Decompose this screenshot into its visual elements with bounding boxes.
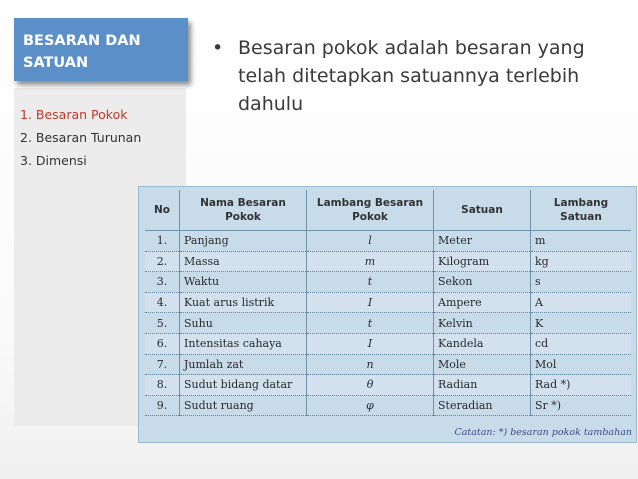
sidebar-menu xyxy=(20,103,141,172)
table-row xyxy=(145,272,631,293)
unit-name: Radian xyxy=(434,375,531,396)
table-row xyxy=(145,292,631,313)
quantity-name: Panjang xyxy=(180,231,307,252)
row-number: 4. xyxy=(145,292,180,313)
quantity-name: Sudut bidang datar xyxy=(180,375,307,396)
table-row xyxy=(145,251,631,272)
quantity-symbol: θ xyxy=(307,375,434,396)
unit-symbol: s xyxy=(531,272,632,293)
table-row xyxy=(145,354,631,375)
unit-name: Steradian xyxy=(434,395,531,416)
quantity-symbol: m xyxy=(307,251,434,272)
header-unit-symbol: Lambang Satuan xyxy=(531,190,632,231)
header-no: No xyxy=(145,190,180,231)
unit-symbol: Rad *) xyxy=(531,375,632,396)
unit-symbol: A xyxy=(531,292,632,313)
sidebar-item-dimensi[interactable]: 3. Dimensi xyxy=(20,153,87,168)
quantity-name: Kuat arus listrik xyxy=(180,292,307,313)
quantity-symbol: t xyxy=(307,272,434,293)
unit-symbol: Mol xyxy=(531,354,632,375)
row-number: 7. xyxy=(145,354,180,375)
header-unit: Satuan xyxy=(434,190,531,231)
quantity-name: Suhu xyxy=(180,313,307,334)
quantity-name: Sudut ruang xyxy=(180,395,307,416)
row-number: 6. xyxy=(145,333,180,354)
table-row xyxy=(145,375,631,396)
units-table-figure xyxy=(138,186,637,443)
unit-name: Meter xyxy=(434,231,531,252)
header-quantity-symbol: Lambang Besaran Pokok xyxy=(307,190,434,231)
quantity-name: Massa xyxy=(180,251,307,272)
quantity-name: Intensitas cahaya xyxy=(180,333,307,354)
table-row xyxy=(145,395,631,416)
quantity-symbol: I xyxy=(307,292,434,313)
header-quantity-name: Nama Besaran Pokok xyxy=(180,190,307,231)
unit-symbol: cd xyxy=(531,333,632,354)
quantity-name: Jumlah zat xyxy=(180,354,307,375)
unit-name: Sekon xyxy=(434,272,531,293)
row-number: 3. xyxy=(145,272,180,293)
row-number: 5. xyxy=(145,313,180,334)
quantity-symbol: I xyxy=(307,333,434,354)
quantity-symbol: φ xyxy=(307,395,434,416)
definition-text: Besaran pokok adalah besaran yang telah ditetapkan satuannya terlebih dahulu xyxy=(238,37,585,115)
row-number: 1. xyxy=(145,231,180,252)
units-table xyxy=(145,190,631,416)
quantity-name: Waktu xyxy=(180,272,307,293)
section-title-box xyxy=(14,18,188,81)
quantity-symbol: t xyxy=(307,313,434,334)
unit-name: Mole xyxy=(434,354,531,375)
row-number: 8. xyxy=(145,375,180,396)
table-row xyxy=(145,231,631,252)
table-note: Catatan: *) besaran pokok tambahan xyxy=(454,427,632,438)
unit-symbol: K xyxy=(531,313,632,334)
unit-symbol: kg xyxy=(531,251,632,272)
table-row xyxy=(145,313,631,334)
section-title: BESARAN DAN SATUAN xyxy=(23,33,141,71)
unit-name: Kelvin xyxy=(434,313,531,334)
table-header-row xyxy=(145,190,631,231)
sidebar-item-besaran-turunan[interactable]: 2. Besaran Turunan xyxy=(20,130,142,145)
sidebar-item-besaran-pokok[interactable]: 1. Besaran Pokok xyxy=(20,107,128,122)
unit-name: Kilogram xyxy=(434,251,531,272)
bullet-icon: • xyxy=(212,37,224,59)
row-number: 9. xyxy=(145,395,180,416)
table-row xyxy=(145,333,631,354)
quantity-symbol: l xyxy=(307,231,434,252)
unit-symbol: m xyxy=(531,231,632,252)
quantity-symbol: n xyxy=(307,354,434,375)
row-number: 2. xyxy=(145,251,180,272)
unit-name: Kandela xyxy=(434,333,531,354)
unit-symbol: Sr *) xyxy=(531,395,632,416)
unit-name: Ampere xyxy=(434,292,531,313)
